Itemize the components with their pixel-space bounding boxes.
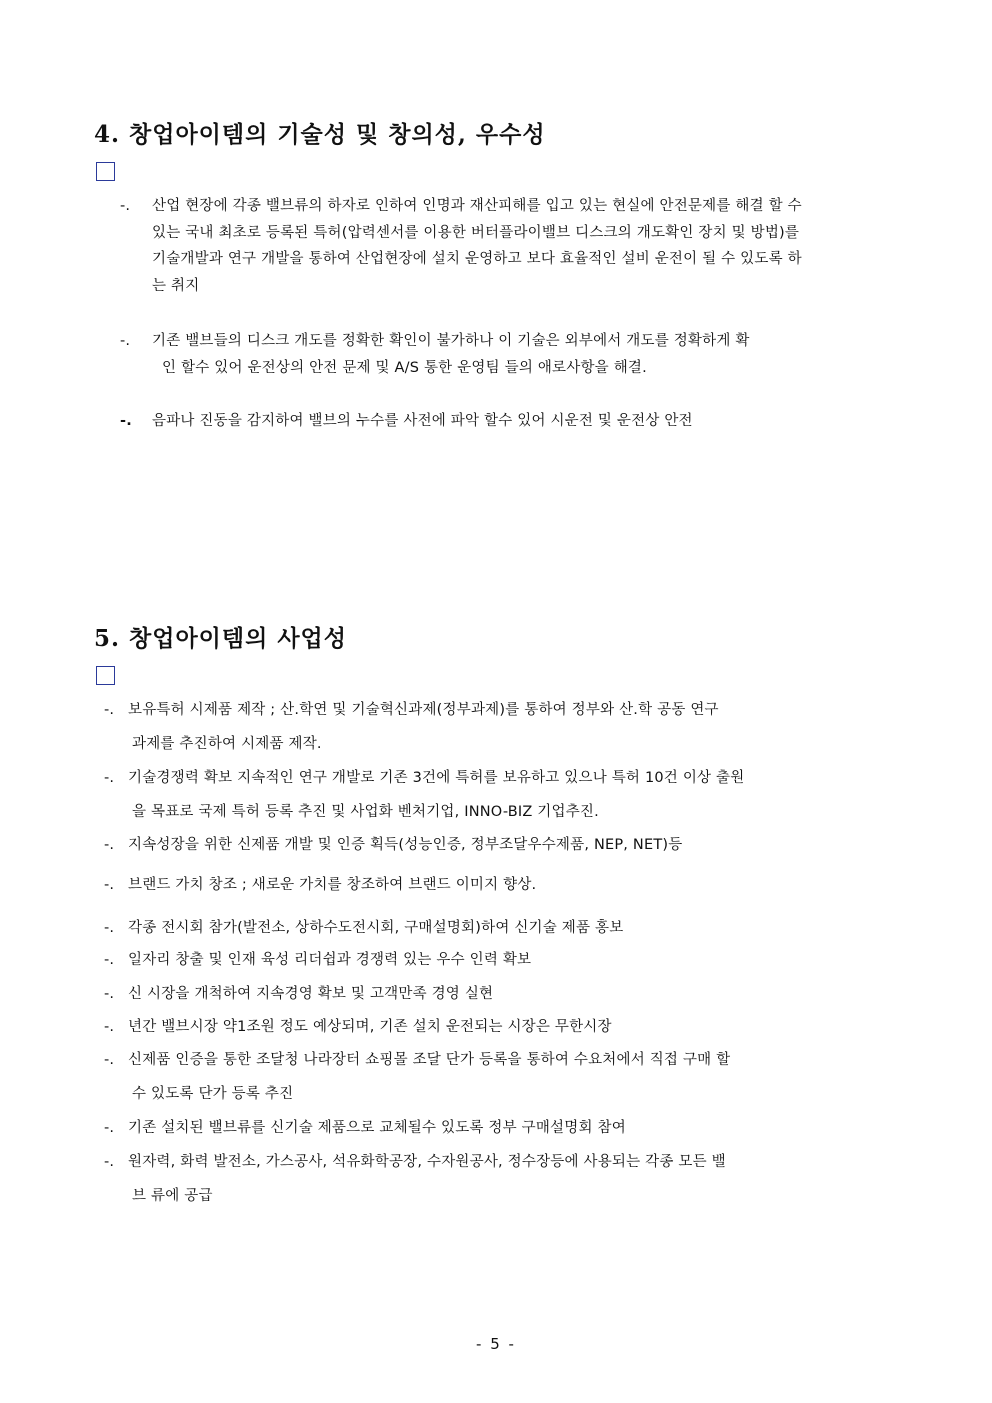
list-item-marker: -. xyxy=(104,877,115,893)
list-item xyxy=(104,868,896,902)
list-item-line: 음파나 진동을 감지하여 밸브의 누수를 사전에 파악 할수 있어 시운전 및 운전상 안전 xyxy=(152,413,693,429)
list-item-marker: -. xyxy=(120,413,132,429)
section-4-checkbox[interactable] xyxy=(96,162,115,181)
list-item-text xyxy=(128,1145,896,1213)
list-item-line: 년간 밸브시장 약1조원 정도 예상되며, 기존 설치 운전되는 시장은 무한시장 xyxy=(128,1019,612,1035)
list-item-text xyxy=(128,828,896,862)
list-item-marker: -. xyxy=(104,837,115,853)
list-item xyxy=(104,1043,896,1111)
list-item-line: 브랜드 가치 창조 ; 새로운 가치를 창조하여 브랜드 이미지 향상. xyxy=(128,877,537,893)
section-4-heading: 4. 창업아이템의 기술성 및 창의성, 우수성 xyxy=(94,121,546,148)
list-item-marker: -. xyxy=(104,1019,115,1035)
list-item-text xyxy=(128,943,896,977)
list-item-line: 는 취지 xyxy=(152,277,200,294)
list-item xyxy=(120,328,896,381)
list-item-text xyxy=(152,193,896,299)
list-item-text xyxy=(128,1010,896,1044)
list-item-text xyxy=(128,911,896,945)
list-item-line: 기술경쟁력 확보 지속적인 연구 개발로 기존 3건에 특허를 보유하고 있으나 특허 10건 이상 출원 xyxy=(128,770,745,786)
list-item-line: 원자력, 화력 발전소, 가스공사, 석유화학공장, 수자원공사, 정수장등에 사용되는 각종 모든 밸 xyxy=(128,1154,726,1170)
list-item xyxy=(104,1145,896,1213)
list-item-line: 기존 설치된 밸브류를 신기술 제품으로 교체될수 있도록 정부 구매설명회 참여 xyxy=(128,1120,626,1136)
list-item-line: 과제를 추진하여 시제품 제작. xyxy=(132,736,322,752)
list-item xyxy=(120,193,896,299)
list-item-text xyxy=(128,693,896,761)
list-item xyxy=(104,828,896,862)
list-item-text xyxy=(128,1111,896,1145)
list-item-line: 브 류에 공급 xyxy=(132,1188,213,1204)
list-item xyxy=(104,693,896,761)
list-item-marker: -. xyxy=(104,1154,115,1170)
list-item-line: 을 목표로 국제 특허 등록 추진 및 사업화 벤처기업, INNO-BIZ 기업추진. xyxy=(132,804,599,820)
list-item-line: 인 할수 있어 운전상의 안전 문제 및 A/S 통한 운영팀 들의 애로사항을 해결. xyxy=(162,359,647,376)
list-item-marker: -. xyxy=(104,702,115,718)
list-item-marker: -. xyxy=(104,986,115,1002)
list-item-text xyxy=(128,868,896,902)
list-item-text xyxy=(152,328,896,381)
list-item-line: 기술개발과 연구 개발을 통하여 산업현장에 설치 운영하고 보다 효율적인 설비 운전이 될 수 있도록 하 xyxy=(152,251,802,267)
list-item-line: 각종 전시회 참가(발전소, 상하수도전시회, 구매설명회)하여 신기술 제품 홍보 xyxy=(128,920,624,936)
list-item xyxy=(104,911,896,945)
list-item-marker: -. xyxy=(104,952,115,968)
list-item-marker: -. xyxy=(120,198,131,214)
list-item xyxy=(104,1010,896,1044)
list-item-line: 일자리 창출 및 인재 육성 리더쉽과 경쟁력 있는 우수 인력 확보 xyxy=(128,952,532,968)
list-item-marker: -. xyxy=(120,333,131,349)
list-item-marker: -. xyxy=(104,770,115,786)
list-item-line: 산업 현장에 각종 밸브류의 하자로 인하여 인명과 재산피해를 입고 있는 현실에 안전문제를 해결 할 수 xyxy=(152,198,802,214)
list-item-text xyxy=(128,977,896,1011)
section-5-heading: 5. 창업아이템의 사업성 xyxy=(94,625,347,652)
list-item-line: 신 시장을 개척하여 지속경영 확보 및 고객만족 경영 실현 xyxy=(128,986,494,1002)
list-item-marker: -. xyxy=(104,1052,115,1068)
list-item-text xyxy=(152,408,896,435)
list-item-marker: -. xyxy=(104,920,115,936)
page-number: - 5 - xyxy=(476,1335,516,1353)
list-item xyxy=(104,1111,896,1145)
list-item xyxy=(120,408,896,435)
section-5-checkbox[interactable] xyxy=(96,666,115,685)
list-item-line: 수 있도록 단가 등록 추진 xyxy=(132,1086,294,1102)
list-item-marker: -. xyxy=(104,1120,115,1136)
list-item xyxy=(104,977,896,1011)
list-item xyxy=(104,943,896,977)
list-item-text xyxy=(128,761,896,829)
list-item-line: 기존 밸브들의 디스크 개도를 정확한 확인이 불가하나 이 기술은 외부에서 개도를 정확하게 확 xyxy=(152,333,750,349)
list-item-line: 있는 국내 최초로 등록된 특허(압력센서를 이용한 버터플라이밸브 디스크의 개도확인 장치 및 방법)를 xyxy=(152,224,800,241)
list-item-line: 지속성장을 위한 신제품 개발 및 인증 획득(성능인증, 정부조달우수제품, NEP, NET)등 xyxy=(128,837,683,853)
list-item-line: 신제품 인증을 통한 조달청 나라장터 쇼핑몰 조달 단가 등록을 통하여 수요처에서 직접 구매 할 xyxy=(128,1052,731,1068)
list-item-text xyxy=(128,1043,896,1111)
list-item-line: 보유특허 시제품 제작 ; 산.학연 및 기술혁신과제(정부과제)를 통하여 정부와 산.학 공동 연구 xyxy=(128,702,719,718)
list-item xyxy=(104,761,896,829)
